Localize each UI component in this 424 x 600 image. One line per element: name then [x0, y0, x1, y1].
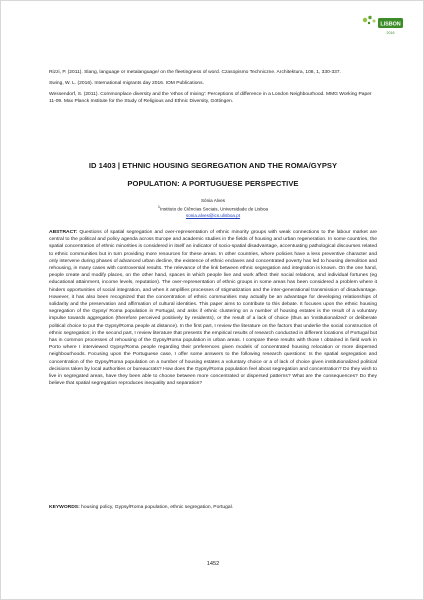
conference-logo — [359, 13, 405, 39]
author-affiliation: $^1$Instituto de Ciências Sociais, Universidade de Lisboa — [157, 205, 269, 212]
paper-title-line-1: ID 1403 | ETHNIC HOUSING SEGREGATION AND THE ROMA/GYPSY — [88, 161, 338, 170]
reference-item: Rizzi, P. (2011). Slang, language or metalanguage/ on the fleetingness of word. Czasopismo Techniczne. Architektura, 108, 1, 330-337. — [49, 70, 341, 75]
keywords-paragraph — [49, 504, 377, 511]
abstract-paragraph — [49, 229, 377, 387]
page-number: 1452 — [206, 561, 220, 567]
reference-item: Swing, W. L. (2016). International migrants day 2016. IOM Publications. — [49, 81, 204, 86]
keywords-text: housing policy, Gypsy/Roma population, ethnic segregation, Portugal. — [79, 505, 234, 510]
abstract-text: Questions of spatial segregation and over-representation of ethnic minority groups with weak connections to the labour market are central to the political and policy agenda across Europe and academic studies in the fields of housing and urban regeneration. In some countries, the spatial concentration of ethnic minorities is considered in itself an indicator of socio-spatial disadvantage, accentuating pathological discourses related to ethnic communities but in turn providing more resources for these areas. In other countries, where policies have a less preventive character and only intervene during phases of advanced urban decline, the existence of ethnic enclaves and concentrated poverty has led to housing demolition and rehousing, in many cases with controversial results. The relevance of the link between ethnic segregation and integration is known. On the one hand, people create and modify places, on the other hand, spaces in which people live and work affect their social relations, and individual fortunes (eg educational attainment, income levels, reputation). The over-representation of ethnic groups in some areas has been considered a problem where it hinders opportunities of social integration, and when it amplifies processes of stigmatization and the inter-generational transmission of disadvantage. However, it has also been recognized that the concentration of ethnic communities may actually be an advantage for developing relationships of solidarity and the preservation and affirmation of cultural identities. This paper aims to contribute to this debate. It focuses upon the ethnic housing segregation of the Gypsy/ Roma population in Portugal, and asks if ethnic clustering on a number of housing estates is the result of a voluntary impulse towards aggregation (therefore perceived positively by residents), or the result of a lack of choice (thus an 'institutionalized' or deliberate political choice to put the Gypsy/Roma people at distance). In the first part, I review the literature on the factors that underlie the social construction of ethnic segregation; in the second part, I review literature that presents the empirical results of research conducted in different locations of Portugal but has in common processes of rehousing of the Gypsy/Roma population in urban areas. I compare these results with those I obtained in field work in Porto where I interviewed Gypsy/Roma people regarding their preferences given models of concentrated housing relocation or more dispersed neighbourhoods. Focusing upon the Portuguese case, I offer some answers to the following research questions: Is the spatial segregation and concentration of the Gypsy/Roma population on a number of housing estates a voluntary choice or a of lack of choice given institutionalized political decisions taken by local authorities or bureaucrats? How does the Gypsy/Roma population feel about segregation and concentration? Do they wish to live in segregated areas, have they been able to choose between more concentrated or dispersed patterns? What are the consequences? Do they believe that spatial segregation reproduces inequality and separation? — [49, 230, 377, 387]
author-name: Sónia Alves — [200, 198, 225, 203]
keywords-label: KEYWORDS: — [49, 505, 80, 510]
abstract-label: ABSTRACT: — [49, 230, 78, 235]
reference-item: Wessendorf, S. (2011). Commonplace diversity and the 'ethos of mixing': Perceptions of difference in a London Neighbourhood. MMG Working Paper 11-09. Max Planck Institute for the Study of Religious and Ethnic Diversity, Göttingen. — [49, 92, 372, 104]
author-block — [41, 198, 385, 219]
logo-subtext: 2016 — [386, 31, 395, 35]
reference-list — [49, 70, 379, 110]
paper-title-line-2: POPULATION: A PORTUGUESE PERSPECTIVE — [127, 179, 299, 188]
author-email-link[interactable]: sonia.alves@ics.ulisboa.pt — [185, 212, 241, 218]
paper-title — [41, 157, 385, 193]
logo-text: LISBON — [380, 21, 401, 28]
